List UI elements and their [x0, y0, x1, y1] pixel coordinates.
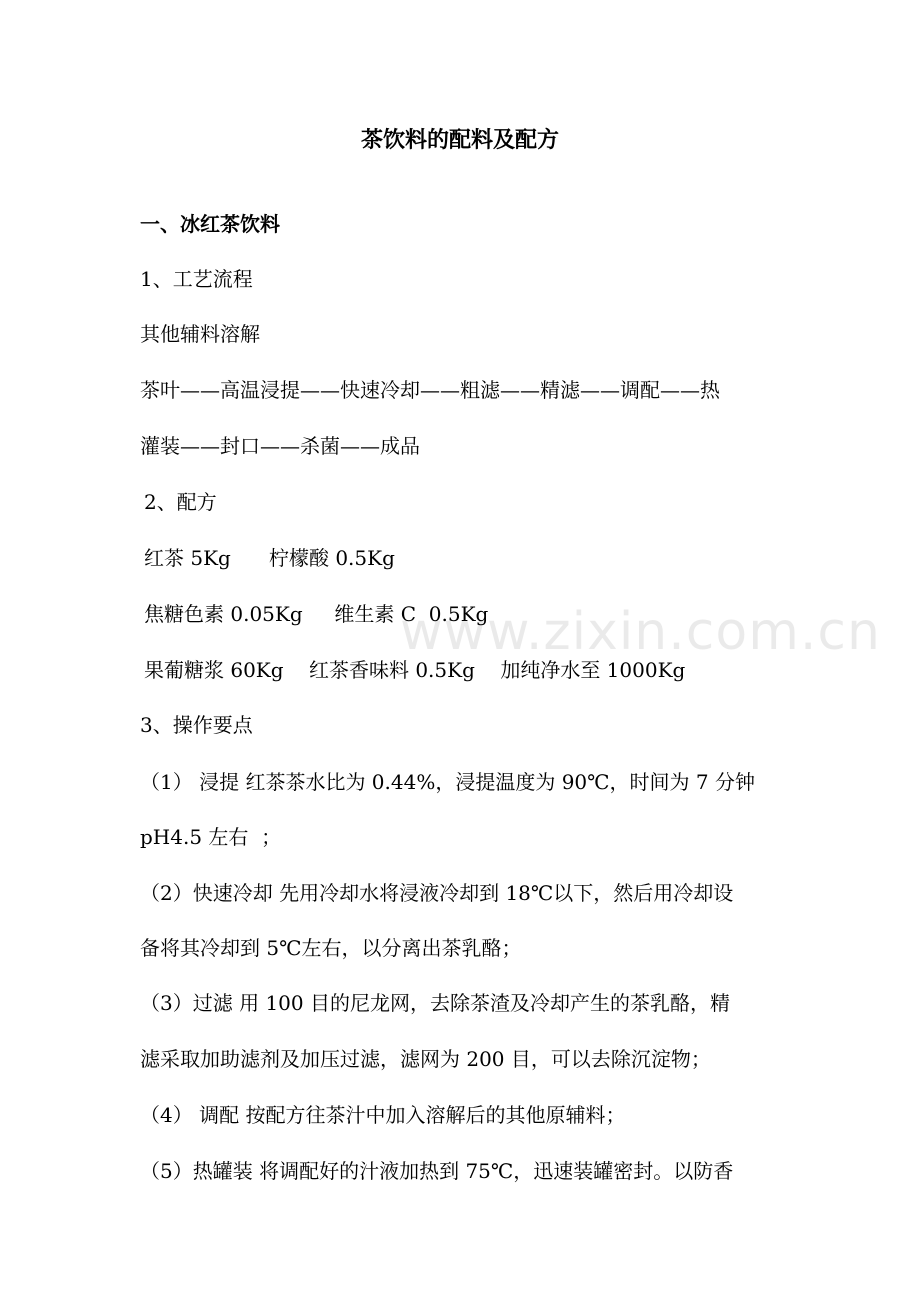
recipe-line-3: 果葡糖浆 60Kg 红茶香味料 0.5Kg 加纯净水至 1000Kg: [144, 658, 686, 682]
document-title: 茶饮料的配料及配方: [360, 128, 559, 153]
process-side-note: 其他辅料溶解: [140, 322, 260, 346]
point-4-line-1: （4） 调配 按配方往茶汁中加入溶解后的其他原辅料；: [140, 1103, 626, 1127]
process-flow-line-1: 茶叶——高温浸提——快速冷却——粗滤——精滤——调配——热: [140, 378, 720, 402]
point-5-line-1: （5）热罐装 将调配好的汁液加热到 75℃，迅速装罐密封。以防香: [140, 1159, 734, 1183]
point-1-line-1: （1） 浸提 红茶茶水比为 0.44%，浸提温度为 90℃，时间为 7 分钟: [140, 770, 755, 794]
point-3-line-1: （3）过滤 用 100 目的尼龙网，去除茶渣及冷却产生的茶乳酪，精: [140, 991, 730, 1015]
process-flow-line-2: 灌装——封口——杀菌——成品: [140, 434, 420, 458]
step-heading-recipe: 2、配方: [144, 490, 217, 514]
point-2-line-1: （2）快速冷却 先用冷却水将浸液冷却到 18℃以下，然后用冷却设: [140, 881, 734, 905]
section-heading-iced-black-tea: 一、冰红茶饮料: [140, 212, 280, 236]
point-3-line-2: 滤采取加助滤剂及加压过滤，滤网为 200 目，可以去除沉淀物；: [140, 1047, 711, 1071]
step-heading-key-points: 3、操作要点: [140, 713, 253, 737]
recipe-line-1: 红茶 5Kg 柠檬酸 0.5Kg: [144, 546, 395, 570]
watermark: www.zixin.com.cn: [400, 602, 881, 662]
point-1-line-2: pH4.5 左右 ；: [140, 825, 282, 849]
recipe-line-2: 焦糖色素 0.05Kg 维生素 C 0.5Kg: [144, 602, 489, 626]
step-heading-process-flow: 1、工艺流程: [140, 267, 253, 291]
point-2-line-2: 备将其冷却到 5℃左右，以分离出茶乳酪；: [140, 936, 522, 960]
